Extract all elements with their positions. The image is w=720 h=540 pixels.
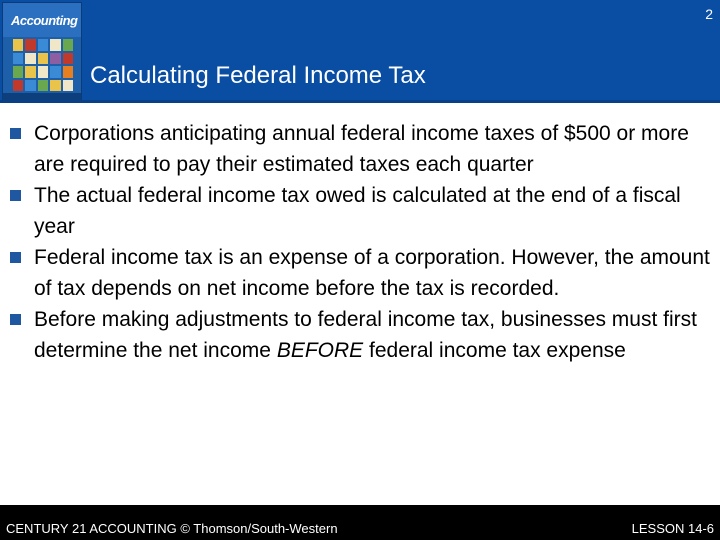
page-number: 2 <box>705 6 713 22</box>
bullet-item <box>10 180 710 242</box>
bullet-text-emphasis: BEFORE <box>276 339 364 362</box>
bullet-text: Federal income tax is an expense of a corporation. However, the amount of tax depends on net income before the tax is recorded. <box>34 246 710 300</box>
footer-lesson-label: LESSON 14-6 <box>631 521 714 536</box>
bullet-item <box>10 242 710 304</box>
square-bullet-icon <box>10 190 21 201</box>
square-bullet-icon <box>10 128 21 139</box>
footer-bar <box>0 505 720 540</box>
footer-copyright: CENTURY 21 ACCOUNTING © Thomson/South-Western <box>6 521 338 536</box>
cover-artwork <box>13 39 73 91</box>
slide-title: Calculating Federal Income Tax <box>90 62 426 89</box>
header-bar <box>0 0 720 103</box>
bullet-text-after: federal income tax expense <box>363 339 626 362</box>
bullet-list <box>10 118 710 366</box>
header-divider <box>0 100 720 103</box>
bullet-item <box>10 304 710 366</box>
bullet-text: The actual federal income tax owed is calculated at the end of a fiscal year <box>34 184 681 238</box>
textbook-cover-image <box>2 2 82 102</box>
square-bullet-icon <box>10 252 21 263</box>
cover-title: Accounting <box>11 13 78 28</box>
bullet-item <box>10 118 710 180</box>
bullet-text: Corporations anticipating annual federal income taxes of $500 or more are required to pay their estimated taxes each quarter <box>34 122 689 176</box>
square-bullet-icon <box>10 314 21 325</box>
bullet-text-before: Before making adjustments to federal income tax, businesses must first determine the net income <box>34 308 697 362</box>
